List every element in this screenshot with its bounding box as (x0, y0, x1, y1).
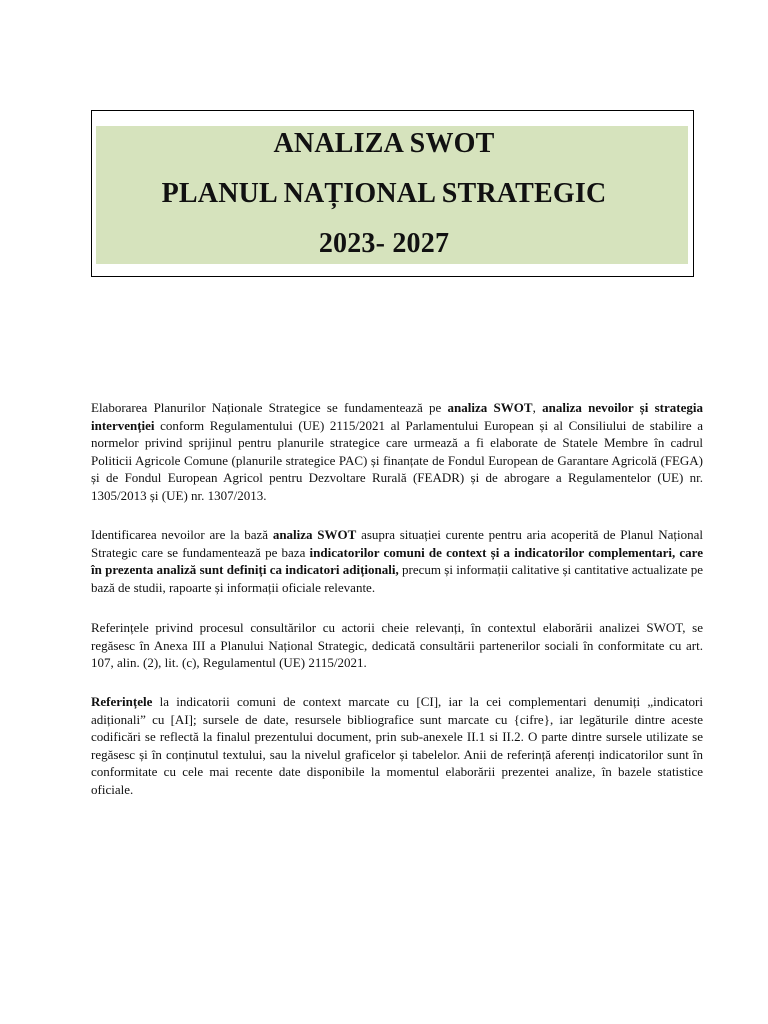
text-run: precum și informații calitative și cantitative actualizate pe bază de studii, rapoarte și informații oficiale relevante. (91, 562, 703, 595)
paragraph-needs-identification (91, 526, 703, 596)
bold-run: analiza nevoilor și strategia intervenției (91, 400, 703, 433)
bold-run: analiza SWOT (272, 527, 357, 542)
text-run: la indicatorii comuni de context marcate cu [CI], iar la cei complementari denumiți „indicatori adiționali” cu [AI]; sursele de date, resursele bibliografice sunt marcate cu {cifre}, iar legăturile dintre aceste codificări se reflectă la finalul prezentului document, prin sub-anexele II.1 si II.2. O parte dintre sursele utilizate se regăsesc și în conținutul textului, sau la nivelul graficelor și tabelelor. Anii de referință aferenți indicatorilor sunt în conformitate cu cele mai recente date disponibile la momentul elaborării prezentei analize, în bazele statistice oficiale. (91, 694, 703, 797)
text-run: Identificarea nevoilor are la bază (91, 527, 273, 542)
document-period: 2023- 2027 (318, 228, 450, 259)
text-run: , (532, 400, 543, 415)
text-run: Referințele privind procesul consultărilor cu actorii cheie relevanți, în contextul elaborării analizei SWOT, se regăsesc în Anexa III a Planului Național Strategic, dedicată consultării partenerilor sociali în conformitate cu art. 107, alin. (2), lit. (c), Regulamentul (UE) 2115/2021. (91, 620, 703, 671)
paragraph-indicator-references (91, 693, 703, 799)
bold-run: analiza SWOT (447, 400, 533, 415)
paragraph-swot-foundation (91, 399, 703, 505)
text-run: conform Regulamentului (UE) 2115/2021 al Parlamentului European și al Consiliului de stabilire a normelor privind sprijinul pentru planurile strategice care urmează a fi elaborate de Statele Membre în cadrul Politicii Agricole Comune (planurile strategice PAC) și finanțate de Fondul European de Garantare Agricolă (FEGA) și de Fondul European Agricol pentru Dezvoltare Rurală (FEADR) și de abrogare a Regulamentelor (UE) nr. 1305/2013 și (UE) nr. 1307/2013. (91, 417, 703, 503)
document-title: ANALIZA SWOT (273, 128, 495, 159)
document-subtitle: PLANUL NAȚIONAL STRATEGIC (161, 178, 607, 209)
text-run: Elaborarea Planurilor Naționale Strategice se fundamentează pe (91, 400, 448, 415)
text-run: asupra situației curente pentru aria acoperită de Planul Național Strategic care se fundamentează pe baza (91, 527, 703, 560)
bold-run: Referințele (91, 694, 153, 709)
bold-run: indicatorilor comuni de context și a indicatorilor complementari, care în prezenta analiză sunt definiți ca indicatori adiționali, (91, 544, 703, 578)
paragraph-consultation-references (91, 619, 703, 672)
